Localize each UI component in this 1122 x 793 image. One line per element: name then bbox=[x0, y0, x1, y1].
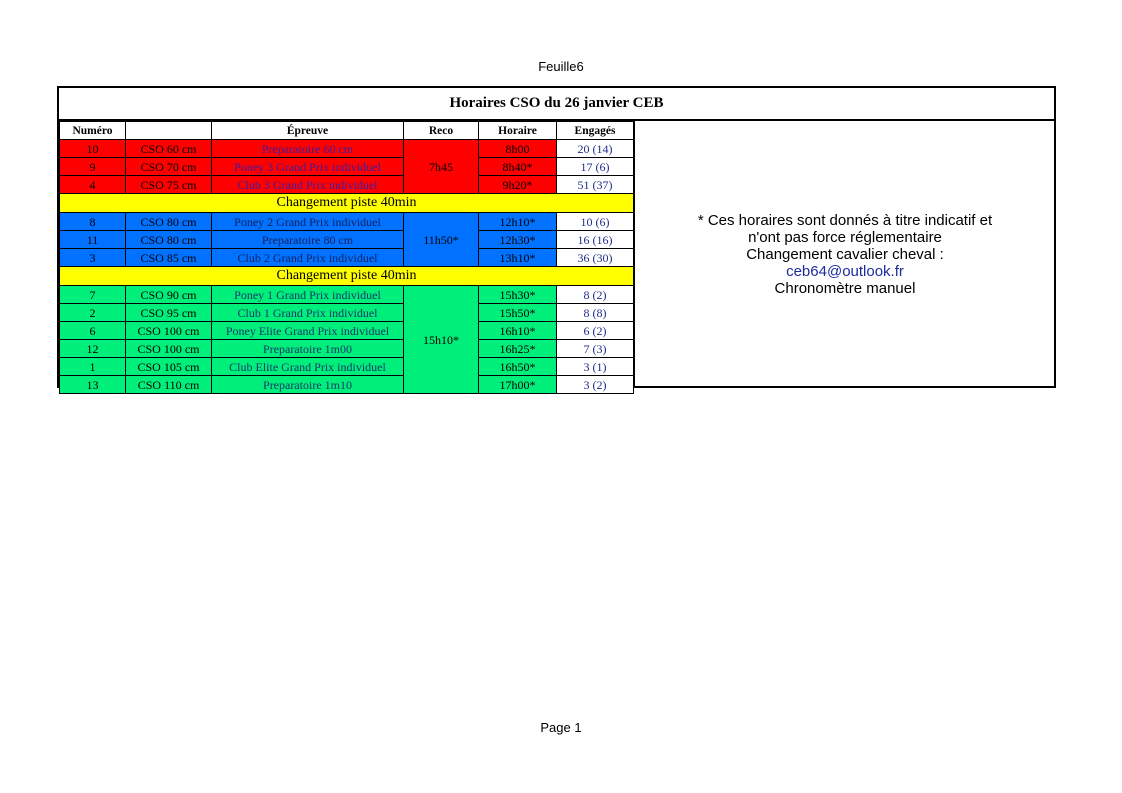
reco-cell: 7h45 bbox=[404, 140, 479, 194]
change-row bbox=[60, 267, 634, 286]
engages-cell: 10 (6) bbox=[557, 213, 634, 231]
note-disclaimer-line2: n'ont pas force réglementaire bbox=[748, 229, 942, 246]
table-row bbox=[60, 304, 634, 322]
epreuve-cell: Club 1 Grand Prix individuel bbox=[212, 304, 404, 322]
hauteur-cell: CSO 80 cm bbox=[126, 213, 212, 231]
numero-cell: 7 bbox=[60, 286, 126, 304]
hauteur-cell: CSO 75 cm bbox=[126, 176, 212, 194]
horaire-cell: 8h00 bbox=[479, 140, 557, 158]
numero-cell: 13 bbox=[60, 376, 126, 394]
epreuve-cell: Preparatoire 1m00 bbox=[212, 340, 404, 358]
engages-cell: 17 (6) bbox=[557, 158, 634, 176]
horaire-cell: 15h30* bbox=[479, 286, 557, 304]
table-row bbox=[60, 213, 634, 231]
horaire-cell: 16h25* bbox=[479, 340, 557, 358]
hauteur-cell: CSO 100 cm bbox=[126, 322, 212, 340]
numero-cell: 11 bbox=[60, 231, 126, 249]
engages-cell: 6 (2) bbox=[557, 322, 634, 340]
engages-cell: 7 (3) bbox=[557, 340, 634, 358]
epreuve-cell: Club Elite Grand Prix individuel bbox=[212, 358, 404, 376]
epreuve-cell: Poney 3 Grand Prix individuel bbox=[212, 158, 404, 176]
horaire-cell: 16h50* bbox=[479, 358, 557, 376]
table-row bbox=[60, 286, 634, 304]
numero-cell: 1 bbox=[60, 358, 126, 376]
horaire-cell: 12h30* bbox=[479, 231, 557, 249]
engages-cell: 36 (30) bbox=[557, 249, 634, 267]
engages-cell: 51 (37) bbox=[557, 176, 634, 194]
hauteur-cell: CSO 100 cm bbox=[126, 340, 212, 358]
horaire-cell: 13h10* bbox=[479, 249, 557, 267]
table-row bbox=[60, 231, 634, 249]
engages-cell: 8 (8) bbox=[557, 304, 634, 322]
epreuve-cell: Club 2 Grand Prix individuel bbox=[212, 249, 404, 267]
epreuve-cell: Poney 1 Grand Prix individuel bbox=[212, 286, 404, 304]
reco-cell: 11h50* bbox=[404, 213, 479, 267]
table-row bbox=[60, 158, 634, 176]
table-row bbox=[60, 249, 634, 267]
epreuve-cell: Club 3 Grand Prix individuel bbox=[212, 176, 404, 194]
epreuve-cell: Poney Elite Grand Prix individuel bbox=[212, 322, 404, 340]
table-row bbox=[60, 176, 634, 194]
table-row bbox=[60, 376, 634, 394]
col-engages: Engagés bbox=[557, 122, 634, 140]
hauteur-cell: CSO 85 cm bbox=[126, 249, 212, 267]
col-reco: Reco bbox=[404, 122, 479, 140]
schedule-frame bbox=[57, 86, 1056, 392]
table-row bbox=[60, 340, 634, 358]
horaire-cell: 16h10* bbox=[479, 322, 557, 340]
horaire-cell: 12h10* bbox=[479, 213, 557, 231]
hauteur-cell: CSO 80 cm bbox=[126, 231, 212, 249]
sheet-name: Feuille6 bbox=[538, 59, 584, 74]
engages-cell: 3 (2) bbox=[557, 376, 634, 394]
numero-cell: 4 bbox=[60, 176, 126, 194]
numero-cell: 9 bbox=[60, 158, 126, 176]
numero-cell: 12 bbox=[60, 340, 126, 358]
hauteur-cell: CSO 70 cm bbox=[126, 158, 212, 176]
hauteur-cell: CSO 95 cm bbox=[126, 304, 212, 322]
col-horaire: Horaire bbox=[479, 122, 557, 140]
numero-cell: 6 bbox=[60, 322, 126, 340]
change-label: Changement piste 40min bbox=[60, 194, 634, 213]
schedule-title: Horaires CSO du 26 janvier CEB bbox=[59, 88, 1054, 121]
table-row bbox=[60, 358, 634, 376]
hauteur-cell: CSO 90 cm bbox=[126, 286, 212, 304]
epreuve-cell: Preparatoire 60 cm bbox=[212, 140, 404, 158]
col-hauteur bbox=[126, 122, 212, 140]
engages-cell: 16 (16) bbox=[557, 231, 634, 249]
table-row bbox=[60, 322, 634, 340]
engages-cell: 8 (2) bbox=[557, 286, 634, 304]
engages-cell: 20 (14) bbox=[557, 140, 634, 158]
col-numero: Numéro bbox=[60, 122, 126, 140]
note-rider-change: Changement cavalier cheval : bbox=[746, 246, 944, 263]
hauteur-cell: CSO 60 cm bbox=[126, 140, 212, 158]
horaire-cell: 9h20* bbox=[479, 176, 557, 194]
col-epreuve: Épreuve bbox=[212, 122, 404, 140]
epreuve-cell: Poney 2 Grand Prix individuel bbox=[212, 213, 404, 231]
change-row bbox=[60, 194, 634, 213]
note-disclaimer-line1: * Ces horaires sont donnés à titre indicatif et bbox=[697, 212, 993, 229]
numero-cell: 2 bbox=[60, 304, 126, 322]
contact-email-link[interactable]: ceb64@outlook.fr bbox=[786, 263, 904, 280]
reco-cell: 15h10* bbox=[404, 286, 479, 394]
schedule-table bbox=[59, 121, 634, 394]
epreuve-cell: Preparatoire 80 cm bbox=[212, 231, 404, 249]
engages-cell: 3 (1) bbox=[557, 358, 634, 376]
change-label: Changement piste 40min bbox=[60, 267, 634, 286]
header-row bbox=[60, 122, 634, 140]
notes-panel bbox=[634, 121, 1054, 386]
horaire-cell: 17h00* bbox=[479, 376, 557, 394]
epreuve-cell: Preparatoire 1m10 bbox=[212, 376, 404, 394]
hauteur-cell: CSO 105 cm bbox=[126, 358, 212, 376]
note-timing: Chronomètre manuel bbox=[774, 280, 916, 297]
numero-cell: 3 bbox=[60, 249, 126, 267]
horaire-cell: 8h40* bbox=[479, 158, 557, 176]
numero-cell: 8 bbox=[60, 213, 126, 231]
numero-cell: 10 bbox=[60, 140, 126, 158]
horaire-cell: 15h50* bbox=[479, 304, 557, 322]
hauteur-cell: CSO 110 cm bbox=[126, 376, 212, 394]
table-row bbox=[60, 140, 634, 158]
page-number: Page 1 bbox=[540, 720, 582, 735]
